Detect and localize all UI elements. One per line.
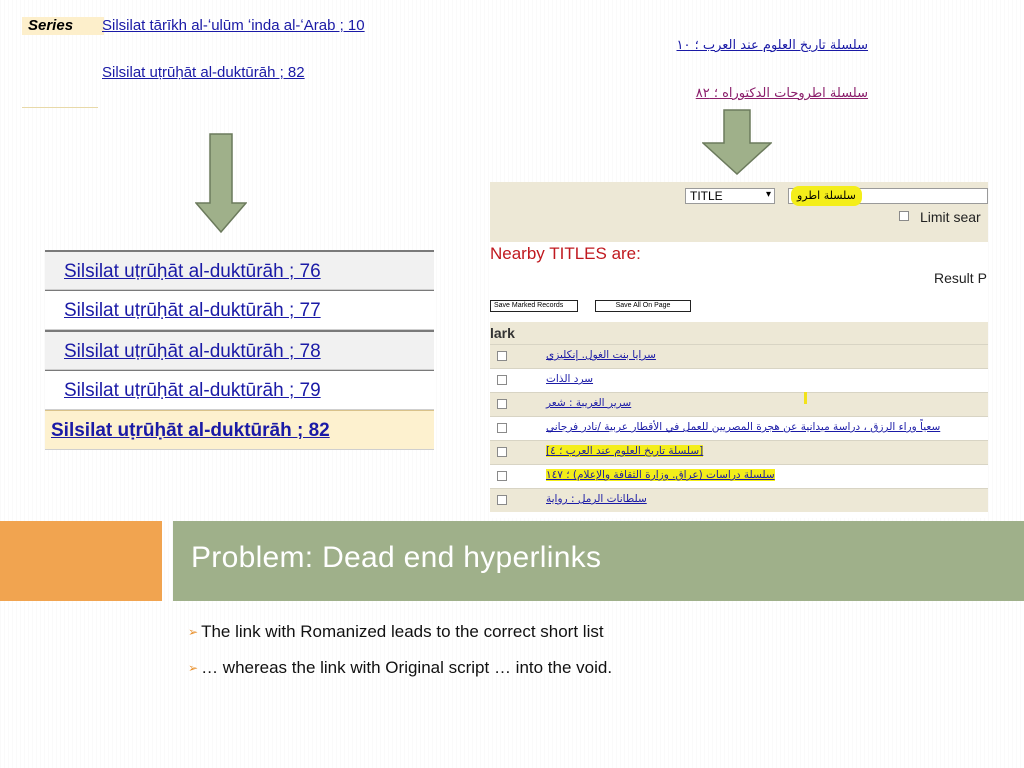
row-checkbox[interactable]: [497, 423, 507, 433]
title-band: [173, 521, 1024, 601]
bullet-item: [188, 622, 604, 642]
arabic-browse-results: [490, 182, 988, 518]
row-checkbox[interactable]: [497, 471, 507, 481]
row-checkbox[interactable]: [497, 375, 507, 385]
table-row: [490, 392, 988, 416]
table-row: [490, 368, 988, 392]
bullet-text: … whereas the link with Original script … into the void.: [201, 658, 613, 677]
title-link[interactable]: سعياً وراء الرزق ، دراسة ميدانية عن هجرة المصريين للعمل في الأقطار عربية /نادر فرجاني: [546, 421, 941, 433]
bullet-arrow-icon: ➢: [188, 625, 199, 639]
title-link-highlighted[interactable]: [سلسلة تاريخ العلوم عند العرب ؛ ٤]: [546, 445, 704, 457]
list-item[interactable]: [45, 330, 434, 370]
bullet-arrow-icon: ➢: [188, 661, 199, 675]
limit-checkbox[interactable]: [899, 211, 909, 221]
bullet-item: [188, 658, 612, 678]
title-link[interactable]: سلطانات الرمل : رواية: [546, 493, 647, 505]
list-item-link[interactable]: Silsilat uṭrūḥāt al-duktūrāh ; 76: [64, 261, 321, 282]
search-input[interactable]: [788, 188, 988, 204]
table-row: [490, 344, 988, 368]
save-all-button[interactable]: Save All On Page: [595, 300, 691, 312]
row-checkbox[interactable]: [497, 495, 507, 505]
result-page-label: Result P: [934, 270, 987, 286]
list-item[interactable]: [45, 290, 434, 330]
table-row: [490, 416, 988, 440]
list-item[interactable]: [45, 250, 434, 290]
bullet-text: The link with Romanized leads to the correct short list: [201, 622, 604, 641]
series-link-tarikh[interactable]: Silsilat tārīkh al-ʻulūm ʻinda al-ʻArab ; 10: [102, 17, 365, 34]
limit-label: Limit sear: [920, 209, 981, 225]
search-type-select[interactable]: [685, 188, 775, 204]
list-item-link[interactable]: Silsilat uṭrūḥāt al-duktūrāh ; 82: [51, 420, 330, 441]
table-row: [490, 440, 988, 464]
list-item-link[interactable]: Silsilat uṭrūḥāt al-duktūrāh ; 79: [64, 380, 321, 401]
table-row: [490, 464, 988, 488]
chevron-down-icon: ▾: [765, 189, 771, 200]
save-marked-button[interactable]: Save Marked Records: [490, 300, 578, 312]
romanized-short-list: [45, 250, 434, 450]
title-link-highlighted[interactable]: سلسلة دراسات (عراق. وزارة الثقافة والإعلام) ؛ ١٤٧: [546, 469, 775, 481]
search-type-value: TITLE: [690, 189, 723, 203]
list-item-link[interactable]: Silsilat uṭrūḥāt al-duktūrāh ; 77: [64, 300, 321, 321]
title-link[interactable]: سرايا بنت الغول. إنكليزي: [546, 349, 656, 361]
down-arrow-icon: [702, 109, 772, 175]
mark-column-header: lark: [490, 322, 988, 344]
search-bar: [490, 182, 988, 242]
series-record-snippet: [0, 0, 1024, 110]
series-link-utruhat[interactable]: Silsilat uṭrūḥāt al-duktūrāh ; 82: [102, 64, 305, 81]
list-item[interactable]: [45, 370, 434, 410]
nearby-heading: Nearby TITLES are:: [490, 244, 641, 263]
title-link[interactable]: سرير الغريبة : شعر: [546, 397, 632, 409]
search-value-highlight: سلسلة اطرو: [791, 186, 862, 206]
down-arrow-icon: [195, 133, 247, 233]
list-item-current[interactable]: [45, 410, 434, 450]
highlight-mark: [804, 392, 807, 404]
field-divider: [22, 107, 98, 108]
table-row: [490, 488, 988, 512]
accent-block: [0, 521, 162, 601]
series-link-arabic-tarikh[interactable]: سلسلة تاريخ العلوم عند العرب ؛ ١٠: [676, 38, 868, 53]
series-link-arabic-utruhat[interactable]: سلسلة اطروحات الدكتوراه ؛ ٨٢: [695, 86, 868, 101]
row-checkbox[interactable]: [497, 351, 507, 361]
row-checkbox[interactable]: [497, 447, 507, 457]
series-field-label: Series: [22, 17, 104, 35]
list-item-link[interactable]: Silsilat uṭrūḥāt al-duktūrāh ; 78: [64, 341, 321, 362]
slide-title: Problem: Dead end hyperlinks: [191, 541, 602, 574]
row-checkbox[interactable]: [497, 399, 507, 409]
title-link[interactable]: سرد الذات: [546, 373, 594, 385]
